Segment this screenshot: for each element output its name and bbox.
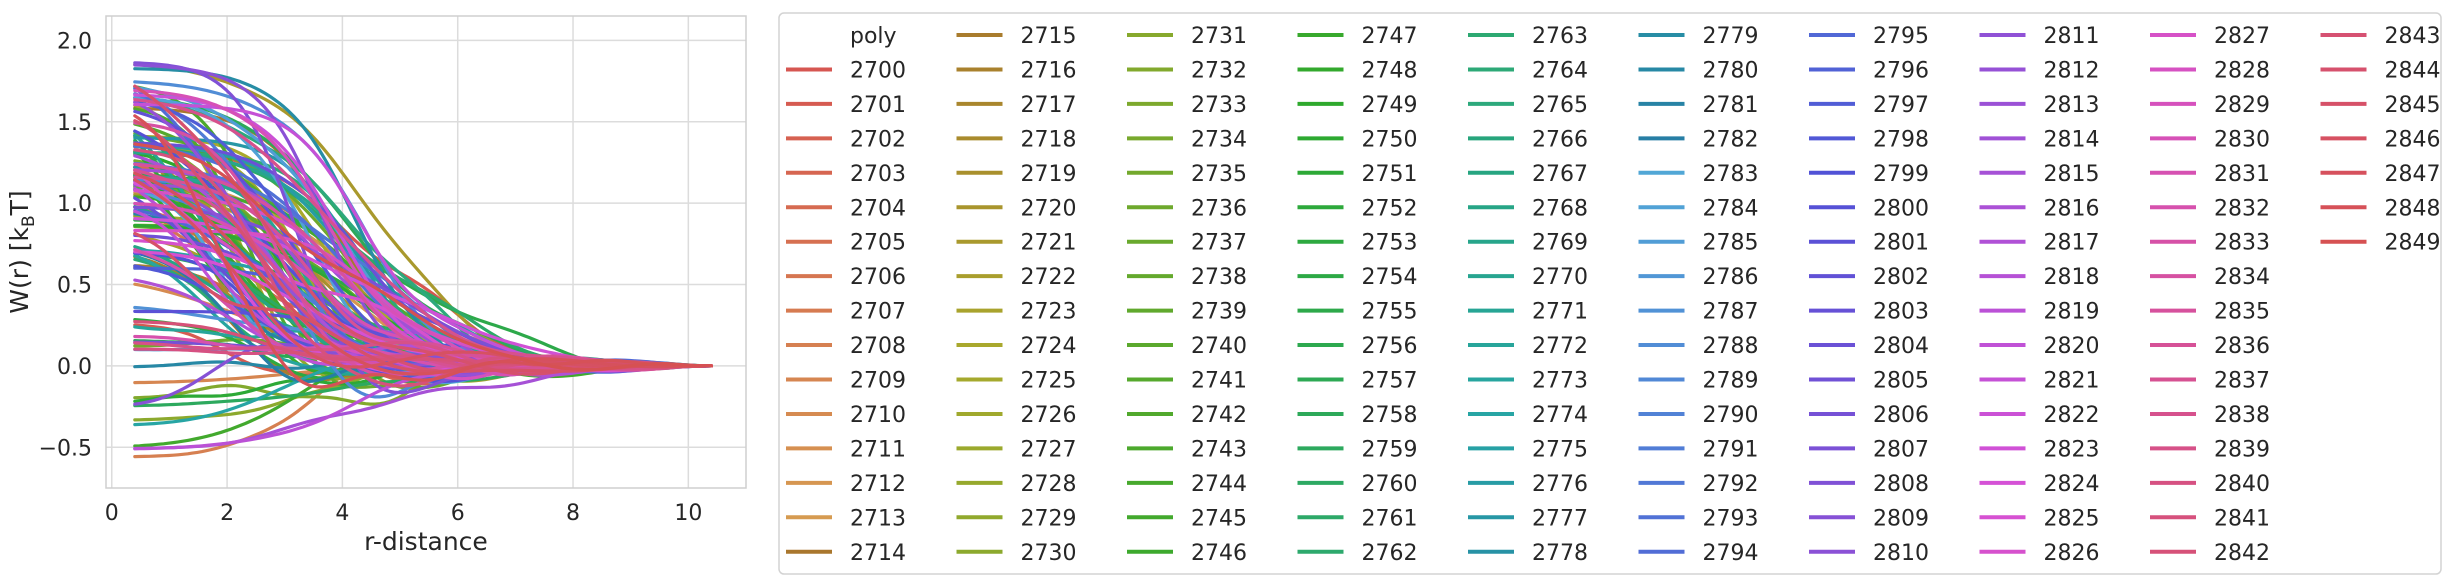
legend-label-2849: 2849 <box>2384 230 2441 256</box>
legend-label-2830: 2830 <box>2214 127 2270 153</box>
legend-label-2790: 2790 <box>1702 402 1759 428</box>
legend-label-2806: 2806 <box>1873 402 1929 428</box>
legend-label-2760: 2760 <box>1361 471 1418 497</box>
legend-label-2789: 2789 <box>1702 368 1759 394</box>
legend-label-2797: 2797 <box>1873 92 1929 118</box>
legend-label-2827: 2827 <box>2214 24 2270 49</box>
y-axis-title: W(r) $[k_BT]$ <box>5 190 39 314</box>
legend-label-2753: 2753 <box>1361 230 1418 256</box>
legend-label-2818: 2818 <box>2043 265 2100 291</box>
legend-label-2745: 2745 <box>1191 506 1247 532</box>
legend-label-2747: 2747 <box>1361 24 1418 49</box>
legend-label-2716: 2716 <box>1020 58 1077 84</box>
legend-label-2731: 2731 <box>1191 24 1247 49</box>
legend-label-2777: 2777 <box>1532 506 1588 532</box>
legend-label-2759: 2759 <box>1361 437 1418 463</box>
legend-label-2756: 2756 <box>1361 334 1418 360</box>
legend-label-2762: 2762 <box>1361 540 1418 566</box>
legend-label-2705: 2705 <box>850 230 906 256</box>
legend-label-2798: 2798 <box>1873 127 1929 153</box>
legend-label-2723: 2723 <box>1020 299 1077 325</box>
legend-label-2763: 2763 <box>1532 24 1588 49</box>
legend-label-2795: 2795 <box>1873 24 1929 49</box>
legend-label-2712: 2712 <box>850 471 906 497</box>
legend-label-2744: 2744 <box>1191 471 1247 497</box>
legend-label-2773: 2773 <box>1532 368 1588 394</box>
legend-label-2784: 2784 <box>1702 196 1759 222</box>
legend-label-2824: 2824 <box>2043 471 2100 497</box>
x-tick-label: 4 <box>335 501 350 526</box>
legend-label-2748: 2748 <box>1361 58 1418 84</box>
legend-label-2743: 2743 <box>1191 437 1247 463</box>
legend-label-2746: 2746 <box>1191 540 1247 566</box>
legend-label-2736: 2736 <box>1191 196 1247 222</box>
legend-label-2845: 2845 <box>2384 92 2441 118</box>
legend-label-2734: 2734 <box>1191 127 1247 153</box>
legend-label-2802: 2802 <box>1873 265 1929 291</box>
legend-label-2729: 2729 <box>1020 506 1077 532</box>
legend-label-2721: 2721 <box>1020 230 1077 256</box>
legend-label-2843: 2843 <box>2384 24 2441 49</box>
y-tick-label: −0.5 <box>38 436 92 462</box>
y-tick-label: 0.5 <box>57 273 92 299</box>
legend-label-2730: 2730 <box>1020 540 1077 566</box>
legend-label-2710: 2710 <box>850 402 906 428</box>
legend-label-2741: 2741 <box>1191 368 1247 394</box>
y-tick-label: 2.0 <box>57 29 92 55</box>
legend-label-2758: 2758 <box>1361 402 1418 428</box>
legend-label-2765: 2765 <box>1532 92 1588 118</box>
legend-label-2816: 2816 <box>2043 196 2100 222</box>
legend-label-2847: 2847 <box>2384 161 2441 187</box>
legend-label-2826: 2826 <box>2043 540 2100 566</box>
legend-label-2733: 2733 <box>1191 92 1247 118</box>
legend-label-2769: 2769 <box>1532 230 1588 256</box>
legend-label-2791: 2791 <box>1702 437 1759 463</box>
legend-label-2779: 2779 <box>1702 24 1759 49</box>
legend-label-2819: 2819 <box>2043 299 2100 325</box>
legend-label-2794: 2794 <box>1702 540 1759 566</box>
legend-label-2771: 2771 <box>1532 299 1588 325</box>
legend-label-2839: 2839 <box>2214 437 2270 463</box>
legend-label-2706: 2706 <box>850 265 906 291</box>
legend-label-2724: 2724 <box>1020 334 1077 360</box>
legend-label-2739: 2739 <box>1191 299 1247 325</box>
legend-label-2738: 2738 <box>1191 265 1247 291</box>
legend-label-2766: 2766 <box>1532 127 1588 153</box>
legend-label-2718: 2718 <box>1020 127 1077 153</box>
legend-label-2719: 2719 <box>1020 161 1077 187</box>
legend-label-2735: 2735 <box>1191 161 1247 187</box>
legend-label-2831: 2831 <box>2214 161 2270 187</box>
legend-label-2774: 2774 <box>1532 402 1588 428</box>
legend-label-2800: 2800 <box>1873 196 1929 222</box>
legend-label-2737: 2737 <box>1191 230 1247 256</box>
legend-label-2822: 2822 <box>2043 402 2100 428</box>
legend-label-2775: 2775 <box>1532 437 1588 463</box>
legend-label-2840: 2840 <box>2214 471 2270 497</box>
legend-label-2702: 2702 <box>850 127 906 153</box>
legend-label-2703: 2703 <box>850 161 906 187</box>
legend-label-2754: 2754 <box>1361 265 1418 291</box>
legend-label-2841: 2841 <box>2214 506 2270 532</box>
legend-label-2715: 2715 <box>1020 24 1077 49</box>
legend-label-2740: 2740 <box>1191 334 1247 360</box>
legend-label-2726: 2726 <box>1020 402 1077 428</box>
legend-label-2750: 2750 <box>1361 127 1418 153</box>
legend-title: poly <box>850 24 897 49</box>
x-tick-label: 8 <box>566 501 581 526</box>
legend-label-2781: 2781 <box>1702 92 1759 118</box>
legend-label-2820: 2820 <box>2043 334 2100 360</box>
legend-label-2714: 2714 <box>850 540 906 566</box>
legend-label-2801: 2801 <box>1873 230 1929 256</box>
legend-label-2742: 2742 <box>1191 402 1247 428</box>
y-tick-label: 1.5 <box>57 110 92 136</box>
legend-label-2825: 2825 <box>2043 506 2100 532</box>
legend-label-2768: 2768 <box>1532 196 1588 222</box>
legend-label-2814: 2814 <box>2043 127 2100 153</box>
legend-label-2717: 2717 <box>1020 92 1077 118</box>
legend-label-2838: 2838 <box>2214 402 2270 428</box>
legend-label-2809: 2809 <box>1873 506 1929 532</box>
legend-label-2804: 2804 <box>1873 334 1929 360</box>
legend-label-2811: 2811 <box>2043 24 2100 49</box>
legend-label-2833: 2833 <box>2214 230 2270 256</box>
legend-label-2807: 2807 <box>1873 437 1929 463</box>
legend-label-2808: 2808 <box>1873 471 1929 497</box>
legend-label-2803: 2803 <box>1873 299 1929 325</box>
legend-label-2757: 2757 <box>1361 368 1418 394</box>
legend-label-2813: 2813 <box>2043 92 2100 118</box>
legend-label-2810: 2810 <box>1873 540 1929 566</box>
x-tick-label: 10 <box>674 501 703 526</box>
legend-label-2707: 2707 <box>850 299 906 325</box>
legend-label-2776: 2776 <box>1532 471 1588 497</box>
legend-label-2805: 2805 <box>1873 368 1929 394</box>
legend-label-2834: 2834 <box>2214 265 2270 291</box>
legend-label-2835: 2835 <box>2214 299 2270 325</box>
legend-label-2732: 2732 <box>1191 58 1247 84</box>
legend-label-2848: 2848 <box>2384 196 2441 222</box>
y-tick-label: 0.0 <box>57 354 92 380</box>
legend-label-2780: 2780 <box>1702 58 1759 84</box>
legend-label-2815: 2815 <box>2043 161 2100 187</box>
legend-label-2799: 2799 <box>1873 161 1929 187</box>
legend-label-2772: 2772 <box>1532 334 1588 360</box>
legend-label-2755: 2755 <box>1361 299 1418 325</box>
x-tick-label: 2 <box>220 501 235 526</box>
legend-label-2823: 2823 <box>2043 437 2100 463</box>
legend-label-2711: 2711 <box>850 437 906 463</box>
legend-label-2844: 2844 <box>2384 58 2441 84</box>
legend-label-2752: 2752 <box>1361 196 1418 222</box>
legend-label-2821: 2821 <box>2043 368 2100 394</box>
y-tick-label: 1.0 <box>57 192 92 218</box>
legend-label-2749: 2749 <box>1361 92 1418 118</box>
legend-label-2796: 2796 <box>1873 58 1929 84</box>
legend-label-2708: 2708 <box>850 334 906 360</box>
legend-label-2728: 2728 <box>1020 471 1077 497</box>
legend-label-2700: 2700 <box>850 58 906 84</box>
legend-label-2836: 2836 <box>2214 334 2270 360</box>
legend-label-2792: 2792 <box>1702 471 1759 497</box>
legend-label-2704: 2704 <box>850 196 906 222</box>
legend-label-2725: 2725 <box>1020 368 1077 394</box>
legend-label-2793: 2793 <box>1702 506 1759 532</box>
legend-label-2817: 2817 <box>2043 230 2100 256</box>
legend-label-2782: 2782 <box>1702 127 1759 153</box>
legend-label-2832: 2832 <box>2214 196 2270 222</box>
legend-label-2785: 2785 <box>1702 230 1759 256</box>
legend-label-2713: 2713 <box>850 506 906 532</box>
legend-label-2751: 2751 <box>1361 161 1418 187</box>
legend-label-2787: 2787 <box>1702 299 1759 325</box>
legend-label-2701: 2701 <box>850 92 906 118</box>
legend-label-2722: 2722 <box>1020 265 1077 291</box>
legend-label-2720: 2720 <box>1020 196 1077 222</box>
legend-label-2764: 2764 <box>1532 58 1588 84</box>
x-axis-title: r-distance <box>364 527 488 556</box>
legend-label-2778: 2778 <box>1532 540 1588 566</box>
legend-label-2770: 2770 <box>1532 265 1588 291</box>
legend-label-2812: 2812 <box>2043 58 2100 84</box>
legend-label-2829: 2829 <box>2214 92 2270 118</box>
legend-label-2828: 2828 <box>2214 58 2270 84</box>
x-tick-label: 0 <box>104 501 119 526</box>
x-tick-label: 6 <box>450 501 465 526</box>
legend-label-2783: 2783 <box>1702 161 1759 187</box>
legend-label-2786: 2786 <box>1702 265 1759 291</box>
legend-label-2727: 2727 <box>1020 437 1077 463</box>
legend-label-2846: 2846 <box>2384 127 2441 153</box>
legend-label-2767: 2767 <box>1532 161 1588 187</box>
legend-label-2788: 2788 <box>1702 334 1759 360</box>
legend-label-2709: 2709 <box>850 368 906 394</box>
legend-label-2761: 2761 <box>1361 506 1418 532</box>
legend-label-2842: 2842 <box>2214 540 2270 566</box>
legend-label-2837: 2837 <box>2214 368 2270 394</box>
